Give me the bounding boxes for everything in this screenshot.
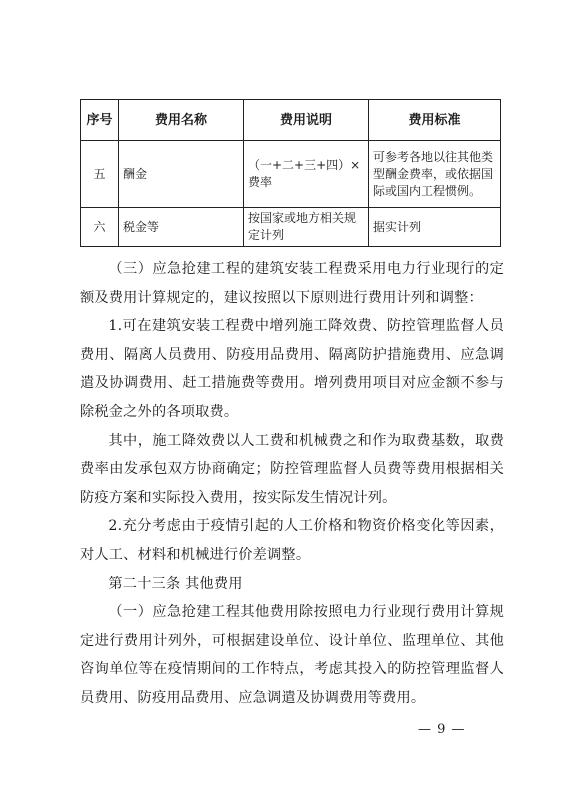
- article-heading: 第二十三条 其他费用: [108, 575, 243, 592]
- paragraph-item-2: 2.充分考虑由于疫情引起的人工价格和物资价格变化等因素，对人工、材料和机械进行价差调整。: [80, 518, 504, 563]
- table-row: [81, 141, 501, 208]
- table-row: [81, 208, 501, 247]
- header-name: 费用名称: [119, 100, 244, 141]
- cell-std: 可参考各地以往其他类型酬金费率，或依据国际或国内工程惯例。: [369, 141, 501, 208]
- cell-desc: （一+二+三+四）×费率: [244, 141, 369, 208]
- cell-seq: 五: [81, 141, 119, 208]
- paragraph-item-1-detail: 其中，施工降效费以人工费和机械费之和作为取费基数，取费费率由发承包双方协商确定；防控管理监督人员费等费用根据相关防疫方案和实际投入费用，按实际发生情况计列。: [80, 432, 504, 506]
- cell-std: 据实计列: [369, 208, 501, 247]
- fee-table: [80, 99, 501, 247]
- table-header-row: [81, 100, 501, 141]
- page-number: — 9 —: [418, 722, 466, 737]
- header-std: 费用标准: [369, 100, 501, 141]
- body-text: [80, 255, 504, 713]
- paragraph-section-3: （三）应急抢建工程的建筑安装工程费采用电力行业现行的定额及费用计算规定的，建议按照以下原则进行费用计列和调整：: [80, 261, 504, 306]
- header-desc: 费用说明: [244, 100, 369, 141]
- paragraph-item-1: 1.可在建筑安装工程费中增列施工降效费、防控管理监督人员费用、隔离人员费用、防疫用品费用、隔离防护措施费用、应急调遣及协调费用、赶工措施费等费用。增列费用项目对应金额不参与除税金之外的各项取费。: [80, 318, 504, 420]
- cell-seq: 六: [81, 208, 119, 247]
- cell-name: 酬金: [119, 141, 244, 208]
- header-seq: 序号: [81, 100, 119, 141]
- cell-name: 税金等: [119, 208, 244, 247]
- cell-desc: 按国家或地方相关规定计列: [244, 208, 369, 247]
- paragraph-other-fees: （一）应急抢建工程其他费用除按照电力行业现行费用计算规定进行费用计列外，可根据建设单位、设计单位、监理单位、其他咨询单位等在疫情期间的工作特点，考虑其投入的防控管理监督人员费用、防疫用品费用、应急调遣及协调费用等费用。: [80, 604, 504, 706]
